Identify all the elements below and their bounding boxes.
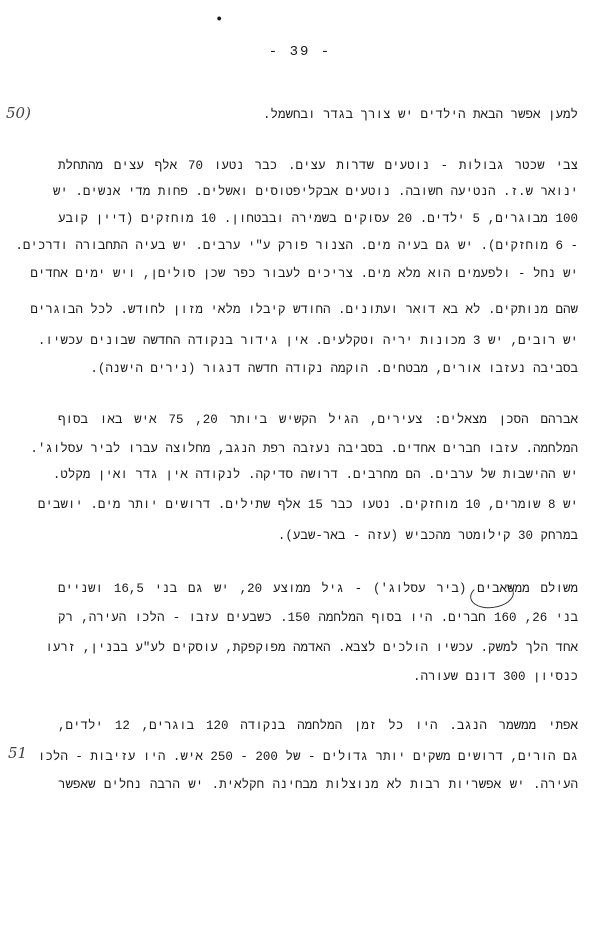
- text-line: יש ההישבות של ערבים. הם מחרבים. דרושה סדיקה. לנקודה אין גדר ואין מקלט.: [52, 468, 578, 482]
- text-line: כנסיון 300 דונם שעורה.: [412, 670, 578, 684]
- text-line: צבי שכטר גבולות - נוטעים שדרות עצים. כבר נטעו 70 אלף עצים מהתחלת: [58, 159, 578, 173]
- text-line: - 6 מוחזקים). יש גם בעיה מים. הצנור פורק ע"י ערבים. יש בעיה התחבורה ודרכים.: [15, 239, 578, 253]
- text-line: בסביבה נעזבו אורים, מבטחים. הוקמה נקודה חדשה דנגור (נירים הישנה).: [90, 362, 578, 376]
- text-line: העירה. יש אפשריות רבות לא מנוצלות מבחינה חקלאית. יש הרבה נחלים שאפשר: [58, 778, 578, 792]
- margin-note-51: 51: [8, 744, 28, 762]
- text-line: יש 8 שומרים, 10 מוחזקים. נטעו כבר 15 אלף שתילים. דרושים יותר מים. יושבים: [37, 498, 578, 512]
- page-number: - 39 -: [268, 44, 332, 60]
- text-line: יש נחל - ולפעמים הוא מלא מים. צריכים לעבור כפר שכן סוליםן, ויש ימים אחדים: [30, 267, 578, 281]
- text-line: יש רובים, יש 3 מכונות יריה וטקלעים. אין גידור בנקודה החדשה שבונים עכשיו.: [37, 334, 578, 348]
- text-line: למען אפשר הבאת הילדים יש צורך בגדר ובחשמל.: [262, 108, 578, 122]
- text-line: אברהם הסכן מצאלים: צעירים, הגיל הקשיש ביותר 20, 75 איש באו בסוף: [58, 413, 578, 427]
- text-line: 100 מבוגרים, 5 ילדים. 20 עסוקים בשמירה ובבטחון. 10 מוחזקים (דיין קובע: [58, 212, 579, 226]
- text-line: אחד הלך למשק. עכשיו הולכים לצבא. האדמה מפוקפקת, עוסקים לע"ע בבנין, זרעו: [45, 641, 578, 655]
- text-line: משולם ממשאבים (ביר עסלוג') - גיל ממוצע 20, יש גם בני 16,5 ושניים: [58, 582, 578, 596]
- text-line: במרחק 30 קילומטר מהכביש (עזה - באר-שבע).: [277, 529, 578, 543]
- punch-mark: •: [215, 12, 224, 28]
- text-line: שהם מנותקים. לא בא דואר ועתונים. החודש קיבלו מלאי מזון לחודש. לכל הבוגרים: [30, 303, 578, 317]
- text-line: גם הורים, דרושים משקים יותר גדולים - של 200 - 250 איש. היו עזיבות - הלכו: [37, 750, 578, 764]
- text-line: בני 26, 160 חברים. היו בסוף המלחמה 150. כשבעים עזבו - הלכו העירה, רק: [58, 611, 578, 625]
- margin-note-50: 50): [6, 104, 31, 122]
- text-line: אפתי ממשמר הנגב. היו כל זמן המלחמה בנקודה 120 בוגרים, 12 ילדים,: [58, 719, 578, 733]
- text-line: המלחמה. עזבו חברים אחדים. בסביבה נעזבה רפת הנגב, מחלוצה עברו לביר עסלוג'.: [30, 442, 578, 456]
- text-line: ינואר ש.ז. הנטיעה חשובה. נוטעים אבקליפטוסים ואשלים. פחות מדי אנשים. יש: [52, 185, 578, 199]
